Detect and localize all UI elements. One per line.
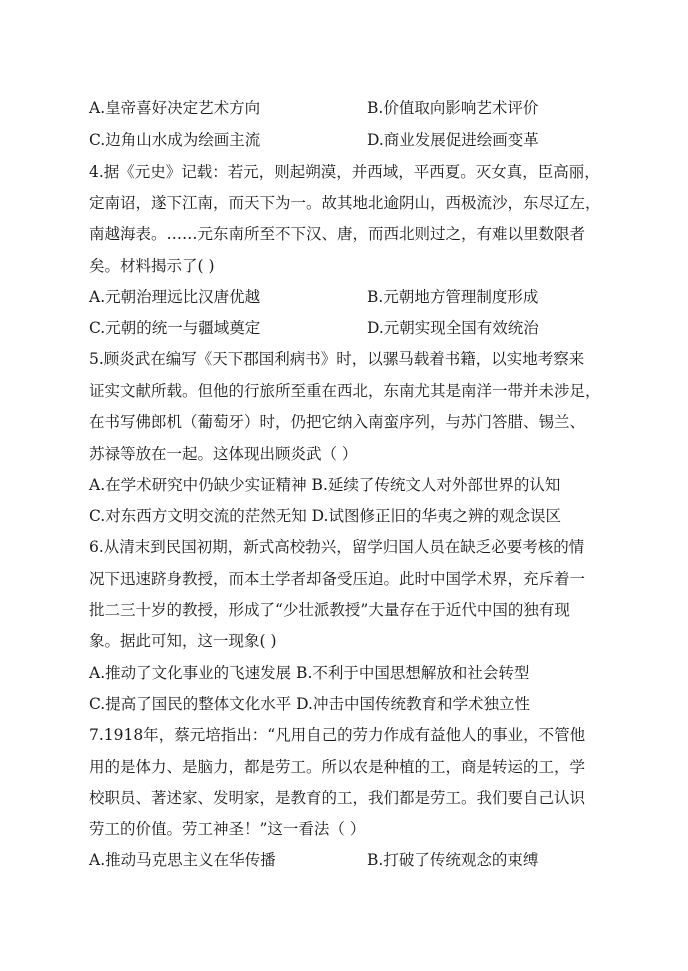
q5-options-row-2[interactable]: C.对东西方文明交流的茫然无知 D.试图修正旧的华夷之辨的观念误区: [89, 507, 561, 525]
q4-options-row-1: [89, 287, 609, 307]
q6-stem-line-1: 6.从清末到民国初期，新式高校勃兴，留学归国人员在缺乏必要考核的情: [89, 538, 585, 556]
q4-options-row-2: [89, 318, 609, 338]
q5-options-row-1[interactable]: A.在学术研究中仍缺少实证精神 B.延续了传统文人对外部世界的认知: [89, 476, 561, 494]
q7-stem-line-2: 用的是体力、是脑力，都是劳工。所以农是种植的工，商是转运的工，学: [89, 758, 586, 776]
q6-options-row-1[interactable]: A.推动了文化事业的飞速发展 B.不利于中国思想解放和社会转型: [89, 664, 530, 682]
q4-option-b[interactable]: B.元朝地方管理制度形成: [367, 288, 539, 306]
q3-option-c[interactable]: C.边角山水成为绘画主流: [89, 131, 261, 149]
q5-stem-line-4: 苏禄等放在一起。这体现出顾炎武（ ）: [89, 445, 358, 463]
q4-stem-line-4: 矣。材料揭示了( ): [89, 257, 215, 275]
q7-stem-line-1: 7.1918年，蔡元培指出：“凡用自己的劳力作成有益他人的事业，不管他: [89, 726, 586, 744]
q3-options-row-2: [89, 130, 609, 150]
q4-option-d[interactable]: D.元朝实现全国有效统治: [367, 319, 539, 337]
q6-stem-line-4: 象。据此可知，这一现象( ): [89, 632, 277, 650]
q4-stem-line-2: 定南诏，遂下江南，而天下为一。故其地北逾阴山，西极流沙，东尽辽左，: [89, 194, 601, 212]
q5-stem-line-3: 在书写佛郎机（葡萄牙）时，仍把它纳入南蛮序列，与苏门答腊、锡兰、: [89, 413, 586, 431]
q3-option-d[interactable]: D.商业发展促进绘画变革: [367, 131, 539, 149]
q3-options-row-1: [89, 98, 609, 118]
q7-stem-line-4: 劳工的价值。劳工神圣！”这一看法（ ）: [89, 820, 366, 838]
q7-option-b[interactable]: B.打破了传统观念的束缚: [367, 851, 539, 869]
q6-options-row-2[interactable]: C.提高了国民的整体文化水平 D.冲击中国传统教育和学术独立性: [89, 695, 530, 713]
q6-stem-line-3: 批二三十岁的教授，形成了“少壮派教授”大量存在于近代中国的独有现: [89, 601, 570, 619]
q4-stem-line-1: 4.据《元史》记载：若元，则起朔漠，并西域，平西夏。灭女真，臣高丽，: [89, 163, 600, 181]
q5-stem-line-2: 证实文献所载。但他的行旅所至重在西北，东南尤其是南洋一带并未涉足，: [89, 382, 601, 400]
q6-stem-line-2: 况下迅速跻身教授，而本土学者却备受压迫。此时中国学术界，充斥着一: [89, 570, 586, 588]
q4-option-a[interactable]: A.元朝治理远比汉唐优越: [89, 288, 261, 306]
q7-options-row-1: [89, 850, 609, 870]
q4-stem-line-3: 南越海表。……元东南所至不下汉、唐，而西北则过之，有难以里数限者: [89, 225, 586, 243]
q5-stem-line-1: 5.顾炎武在编写《天下郡国利病书》时，以骡马载着书籍，以实地考察来: [89, 350, 585, 368]
q3-option-b[interactable]: B.价值取向影响艺术评价: [367, 99, 539, 117]
q4-option-c[interactable]: C.元朝的统一与疆域奠定: [89, 319, 261, 337]
q7-option-a[interactable]: A.推动马克思主义在华传播: [89, 851, 276, 869]
q7-stem-line-3: 校职员、著述家、发明家，是教育的工，我们都是劳工。我们要自己认识: [89, 789, 586, 807]
q3-option-a[interactable]: A.皇帝喜好决定艺术方向: [89, 99, 261, 117]
